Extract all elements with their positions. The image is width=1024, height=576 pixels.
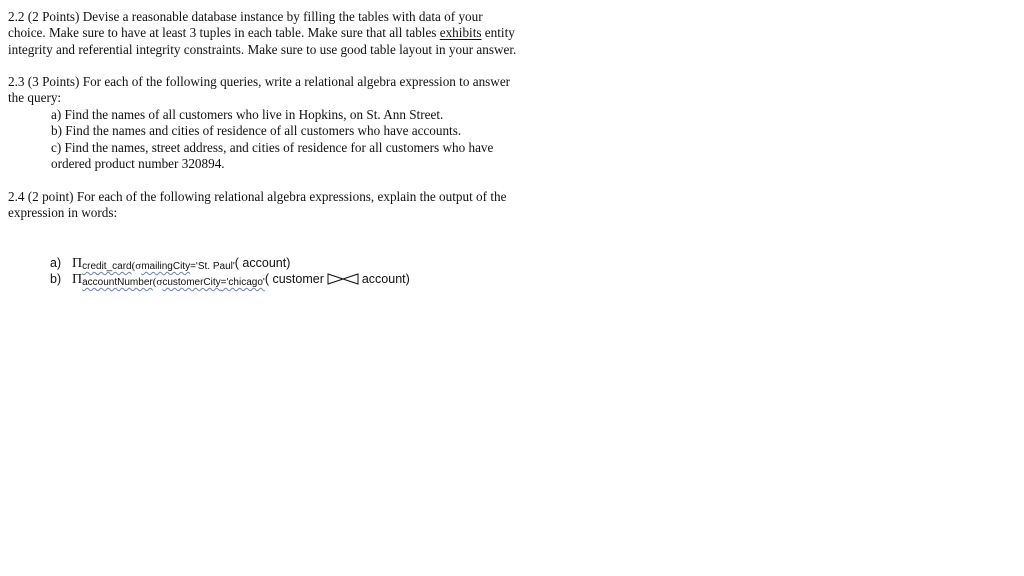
q24-line-1: 2.4 (2 point) For each of the following relational algebra expressions, explain the output of the <box>8 189 507 204</box>
q24-line-2: expression in words: <box>8 205 118 221</box>
relation: ( account) <box>234 256 291 270</box>
question-2-2 <box>8 9 568 58</box>
expression-a-label: a) <box>50 256 62 270</box>
q23-item-c-line-1: c) Find the names, street address, and cities of residence for all customers who have <box>51 139 494 155</box>
projection-symbol: Π <box>72 256 83 271</box>
projection-symbol: Π <box>72 272 83 287</box>
natural-join-icon <box>326 273 360 285</box>
q23-line-2: the query: <box>8 90 62 106</box>
selection-symbol: (σ <box>152 276 163 288</box>
underlined-word: exhibits <box>439 25 482 41</box>
projection-attribute: credit_card <box>82 261 132 272</box>
q22-line-2: choice. Make sure to have at least 3 tuples in each table. Make sure that all tables exhibits entity <box>8 25 515 41</box>
q23-line-1: 2.3 (3 Points) For each of the following queries, write a relational algebra expression to answer <box>8 74 511 89</box>
q23-item-b: b) Find the names and cities of residence of all customers who have accounts. <box>51 123 462 139</box>
selection-attribute: customerCity <box>162 277 221 288</box>
selection-symbol: (σ <box>131 260 142 272</box>
selection-attribute: mailingCity <box>141 261 191 272</box>
q23-item-a: a) Find the names of all customers who live in Hopkins, on St. Ann Street. <box>51 106 444 122</box>
selection-value: ='St. Paul' <box>190 261 235 272</box>
q23-item-c-line-2: ordered product number 320894. <box>51 156 225 172</box>
q22-line-1: 2.2 (2 Points) Devise a reasonable database instance by filling the tables with data of your <box>8 9 483 24</box>
selection-value: ='chicago' <box>220 277 265 288</box>
question-2-3 <box>8 74 568 172</box>
q22-line-3: integrity and referential integrity constraints. Make sure to use good table layout in your answer. <box>8 41 517 57</box>
expression-b-label: b) <box>50 272 62 286</box>
expression-b <box>50 271 410 291</box>
relation-left: ( customer <box>264 272 324 286</box>
relation-right: account) <box>361 272 410 286</box>
projection-attribute: accountNumber <box>82 277 153 288</box>
question-2-4 <box>8 189 568 222</box>
